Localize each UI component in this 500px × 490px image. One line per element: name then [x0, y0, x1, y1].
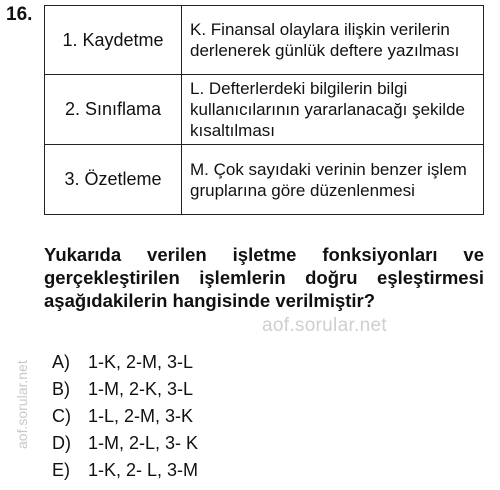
option-d[interactable] — [52, 430, 198, 457]
option-text: 1-M, 2-K, 3-L — [88, 379, 194, 400]
table-row — [45, 75, 484, 145]
table-row — [45, 6, 484, 75]
option-letter: A) — [52, 352, 70, 373]
description-cell: L. Defterlerdeki bilgilerin bilgi kullanıcılarının yararlanacağı şekilde kısaltılması — [182, 75, 484, 145]
function-cell: 1. Kaydetme — [45, 6, 182, 75]
table-row — [45, 145, 484, 215]
option-a[interactable] — [52, 349, 198, 376]
option-letter: D) — [52, 433, 71, 454]
option-letter: B) — [52, 379, 70, 400]
answer-options — [52, 349, 198, 484]
option-e[interactable] — [52, 457, 198, 484]
option-letter: C) — [52, 406, 71, 427]
option-letter: E) — [52, 460, 70, 481]
question-stem: Yukarıda verilen işletme fonksiyonları ve gerçekleştirilen işlemlerin doğru eşleştirmesi aşağıdakilerin hangisinde verilmiştir? — [44, 244, 484, 311]
option-text: 1-K, 2- L, 3-M — [88, 460, 199, 481]
option-c[interactable] — [52, 403, 198, 430]
option-text: 1-M, 2-L, 3- K — [88, 433, 199, 454]
description-cell: M. Çok sayıdaki verinin benzer işlem gruplarına göre düzenlenmesi — [182, 145, 484, 215]
side-watermark-text: aof.sorular.net — [14, 360, 30, 449]
watermark-text: aof.sorular.net — [262, 315, 387, 336]
matching-table — [44, 5, 484, 215]
function-cell: 2. Sınıflama — [45, 75, 182, 145]
question-number: 16. — [6, 4, 33, 25]
option-text: 1-K, 2-M, 3-L — [88, 352, 194, 373]
option-b[interactable] — [52, 376, 198, 403]
option-text: 1-L, 2-M, 3-K — [88, 406, 194, 427]
description-cell: K. Finansal olaylara ilişkin verilerin derlenerek günlük deftere yazılması — [182, 6, 484, 75]
function-cell: 3. Özetleme — [45, 145, 182, 215]
